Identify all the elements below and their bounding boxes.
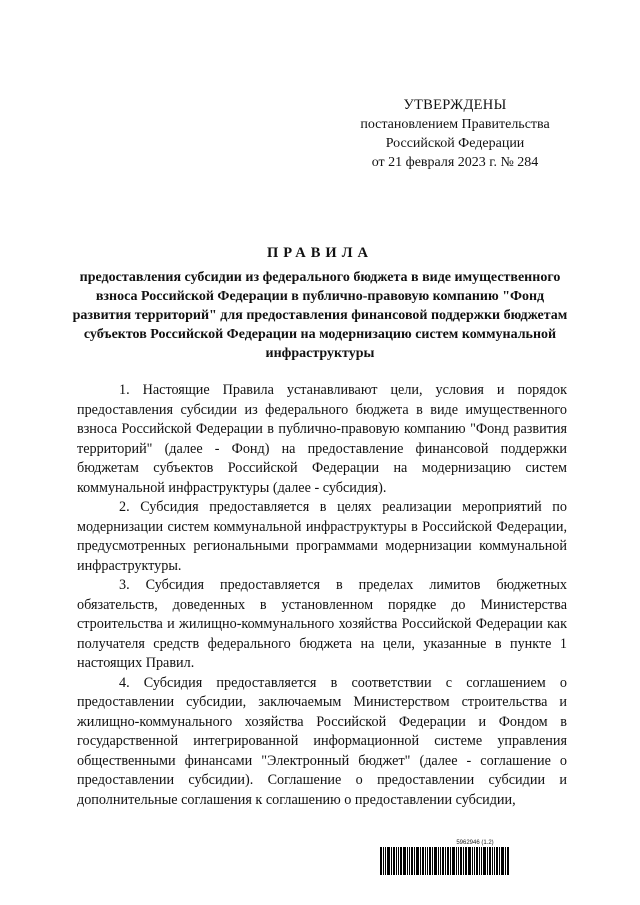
paragraph-1: 1. Настоящие Правила устанавливают цели, условия и порядок предоставления субсидии из федерального бюджета в виде имущественного взноса Российской Федерации в публично-правовую компанию "Фонд развития территорий" (далее - Фонд) на предоставление финансовой поддержки бюджетам субъектов Российской Федерации на модернизацию систем коммунальной инфраструктуры (далее - субсидия). <box>77 382 567 496</box>
approval-line-2: Российской Федерации <box>385 136 525 151</box>
approval-line-1: постановлением Правительства <box>360 117 550 132</box>
paragraph-3: 3. Субсидия предоставляется в пределах лимитов бюджетных обязательств, доведенных в установленном порядке до Министерства строительства и жилищно-коммунального хозяйства Российской Федерации как получателя средств федерального бюджета на цели, указанные в пункте 1 настоящих Правил. <box>77 577 567 671</box>
barcode-number: 5962946 (1.2) <box>456 840 494 846</box>
paragraph-4: 4. Субсидия предоставляется в соответствии с соглашением о предоставлении субсидии, заключаемым Министерством строительства и жилищно-коммунального хозяйства Российской Федерации и Фондом в государственной интегрированной информационной системе управления общественными финансами "Электронный бюджет" (далее - соглашение о предоставлении субсидии). Соглашение о предоставлении субсидии и дополнительные соглашения к соглашению о предоставлении субсидии, <box>77 674 567 808</box>
barcode-bars <box>380 847 570 875</box>
approval-word: УТВЕРЖДЕНЫ <box>403 97 507 113</box>
approval-line-3: от 21 февраля 2023 г. № 284 <box>371 155 539 170</box>
paragraph-2: 2. Субсидия предоставляется в целях реализации мероприятий по модернизации систем коммунальной инфраструктуры в Российской Федерации, предусмотренных региональными программами модернизации коммунальной инфраструктуры. <box>77 499 567 574</box>
document-title: ПРАВИЛА <box>267 245 373 261</box>
document-subtitle: предоставления субсидии из федерального бюджета в виде имущественного взноса Российской Федерации в публично-правовую компанию "Фонд развития территорий" для предоставления финансовой поддержки бюджетам субъектов Российской Федерации на модернизацию систем коммунальной инфраструктуры <box>72 270 568 361</box>
document-body <box>77 381 567 810</box>
approval-block <box>340 96 570 172</box>
document-barcode <box>380 840 570 875</box>
